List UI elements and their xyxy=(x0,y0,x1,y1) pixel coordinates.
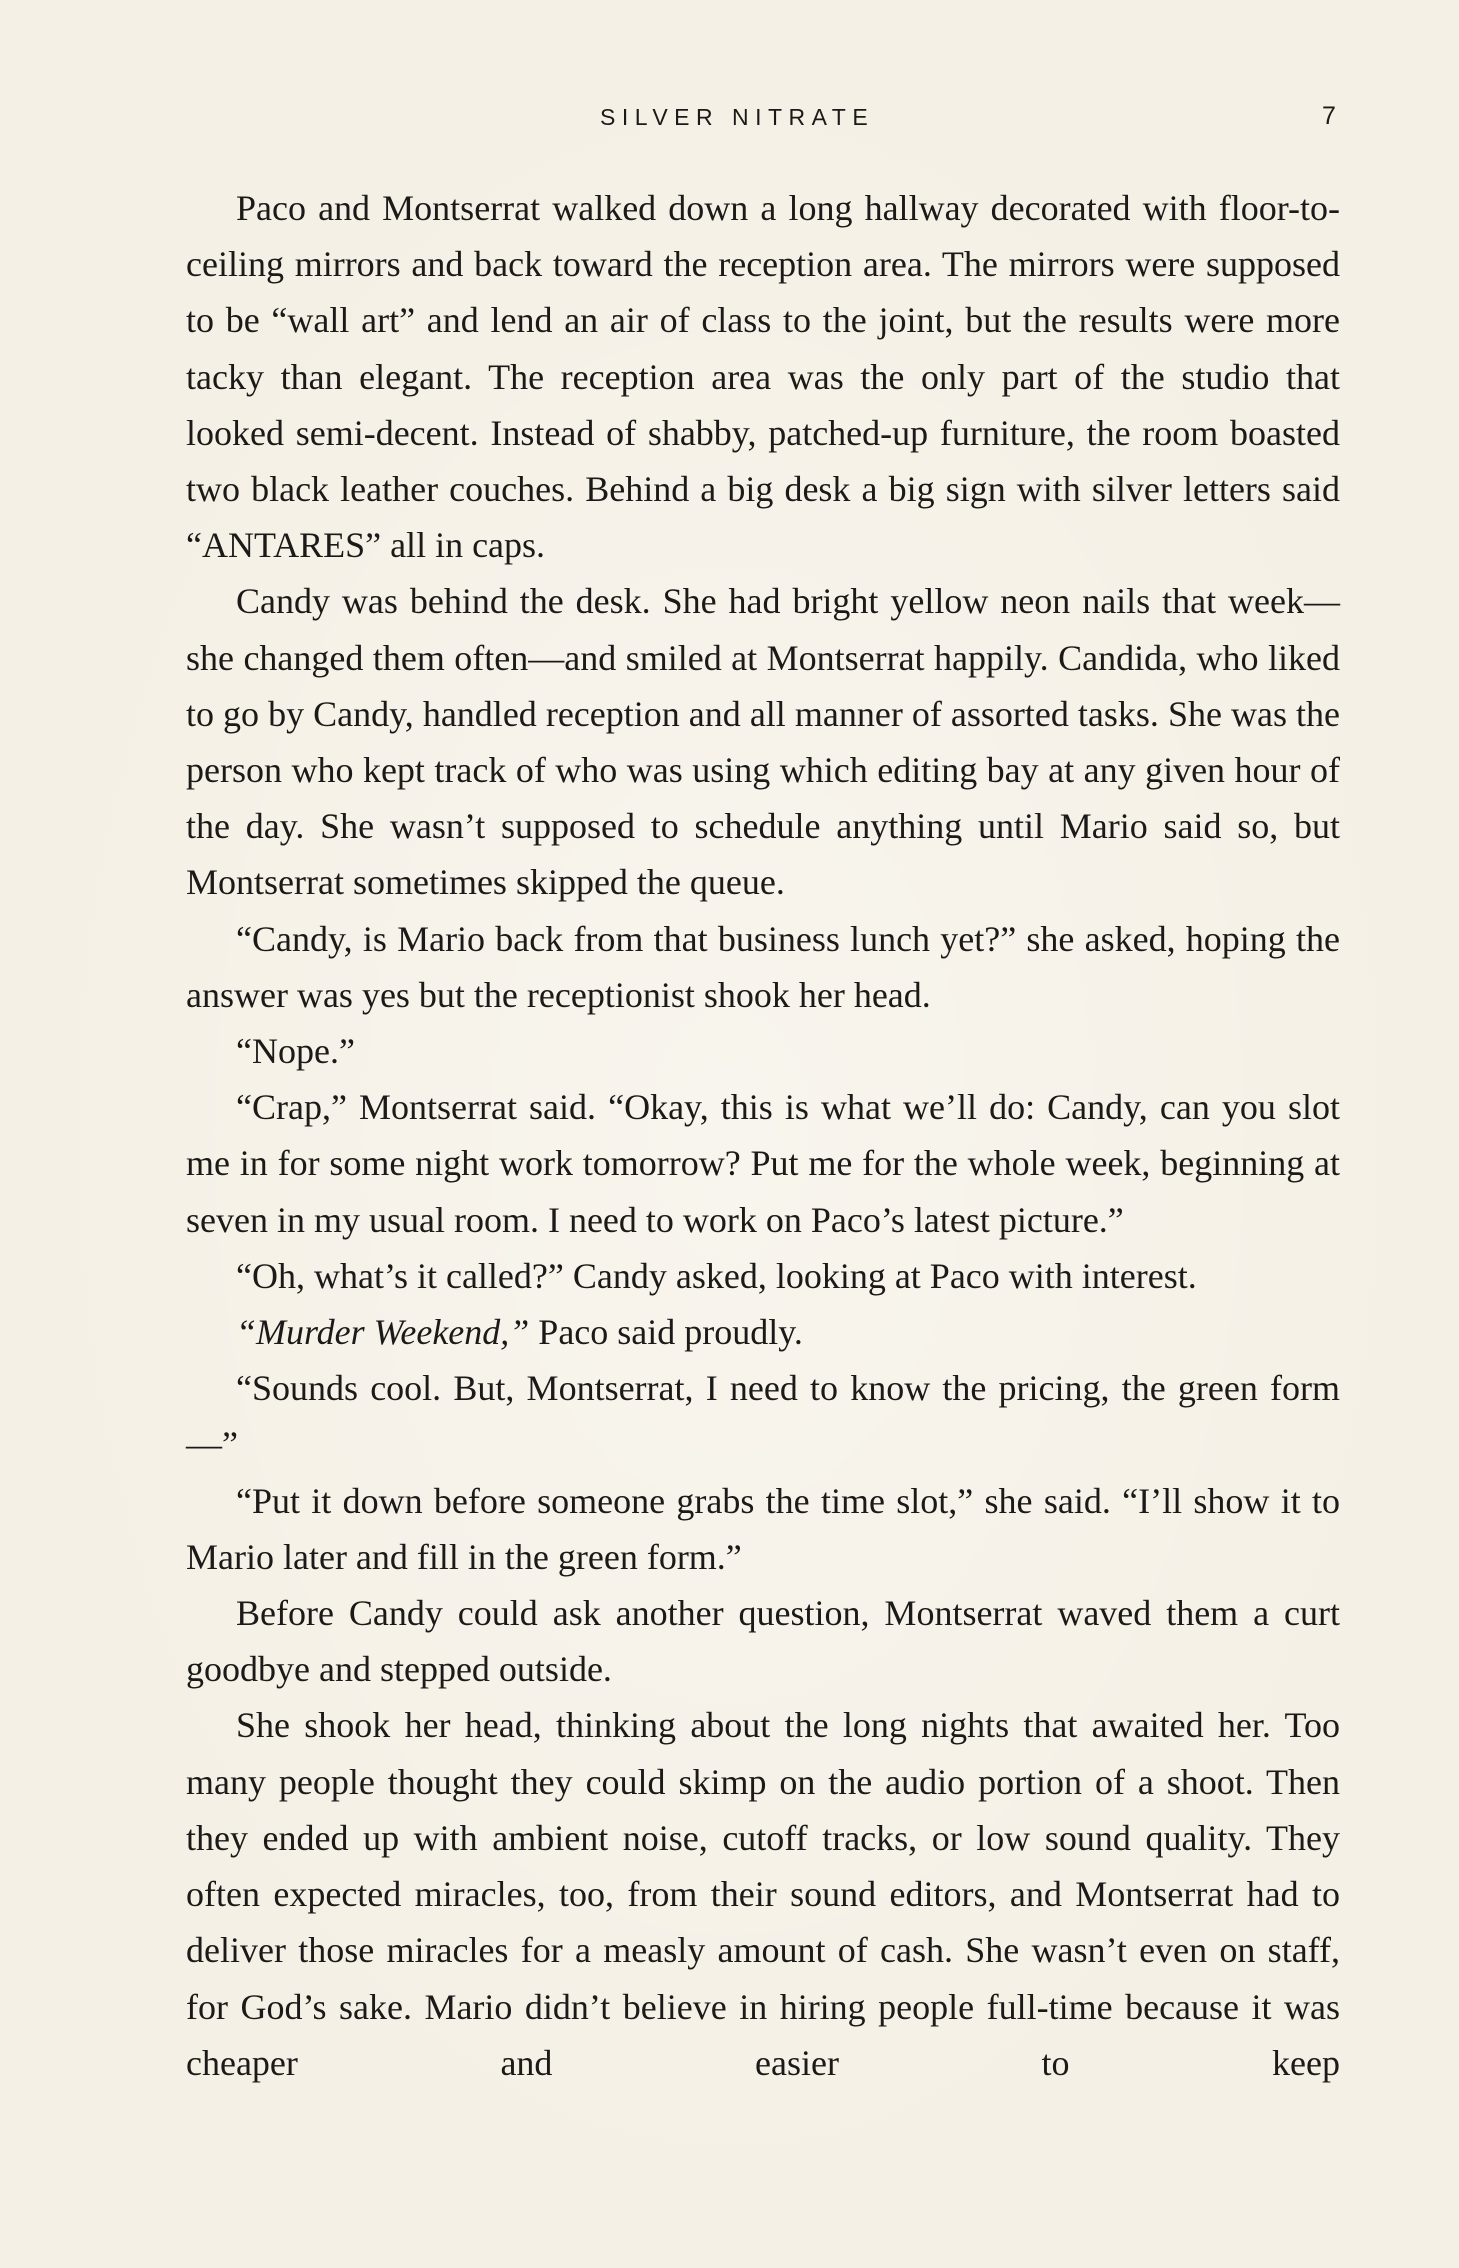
paragraph: “Crap,” Montserrat said. “Okay, this is what we’ll do: Candy, can you slot me in for some night work tomorrow? Put me for the whole week, beginning at seven in my usual room. I need to work on Paco’s latest picture.” xyxy=(186,1087,1340,1240)
paragraph: “Candy, is Mario back from that business lunch yet?” she asked, hoping the answer was yes but the receptionist shook her head. xyxy=(186,918,1340,1015)
paragraph-text: Paco said proudly. xyxy=(529,1312,803,1353)
page-number: 7 xyxy=(1322,102,1336,130)
paragraph: “Sounds cool. But, Montserrat, I need to know the pricing, the green form—” xyxy=(186,1368,1340,1465)
paragraph: “Nope.” xyxy=(236,1031,355,1072)
running-head xyxy=(0,104,1459,140)
paragraph: “Oh, what’s it called?” Candy asked, looking at Paco with interest. xyxy=(236,1255,1197,1296)
paragraph: She shook her head, thinking about the long nights that awaited her. Too many people thought they could skimp on the audio portion of a shoot. Then they ended up with ambient noise, cutoff tracks, or low sound quality. They often expected miracles, too, from their sound editors, and Montserrat had to deliver those miracles for a measly amount of cash. She wasn’t even on staff, for God’s sake. Mario didn’t believe in hiring people full-time because it was cheaper and easier to keep xyxy=(186,1705,1340,2083)
paragraph xyxy=(186,1304,1340,1360)
body-text xyxy=(186,180,1340,2091)
paragraph: Candy was behind the desk. She had bright yellow neon nails that week—she changed them often—and smiled at Montserrat happily. Candida, who liked to go by Candy, handled reception and all manner of assorted tasks. She was the person who kept track of who was using which editing bay at any given hour of the day. She wasn’t supposed to schedule anything until Mario said so, but Montserrat sometimes skipped the queue. xyxy=(186,581,1340,903)
paragraph: “Put it down before someone grabs the time slot,” she said. “I’ll show it to Mario later and fill in the green form.” xyxy=(186,1480,1340,1577)
paragraph: Before Candy could ask another question, Montserrat waved them a curt goodbye and stepped outside. xyxy=(186,1593,1340,1690)
paragraph: Paco and Montserrat walked down a long hallway decorated with floor-to-ceiling mirrors and back toward the reception area. The mirrors were supposed to be “wall art” and lend an air of class to the joint, but the results were more tacky than elegant. The reception area was the only part of the studio that looked semi-decent. Instead of shabby, patched-up furniture, the room boasted two black leather couches. Behind a big desk a big sign with silver letters said “ANTARES” all in caps. xyxy=(186,188,1340,566)
book-title: SILVER NITRATE xyxy=(600,104,875,130)
film-title: “Murder Weekend,” xyxy=(236,1312,530,1353)
